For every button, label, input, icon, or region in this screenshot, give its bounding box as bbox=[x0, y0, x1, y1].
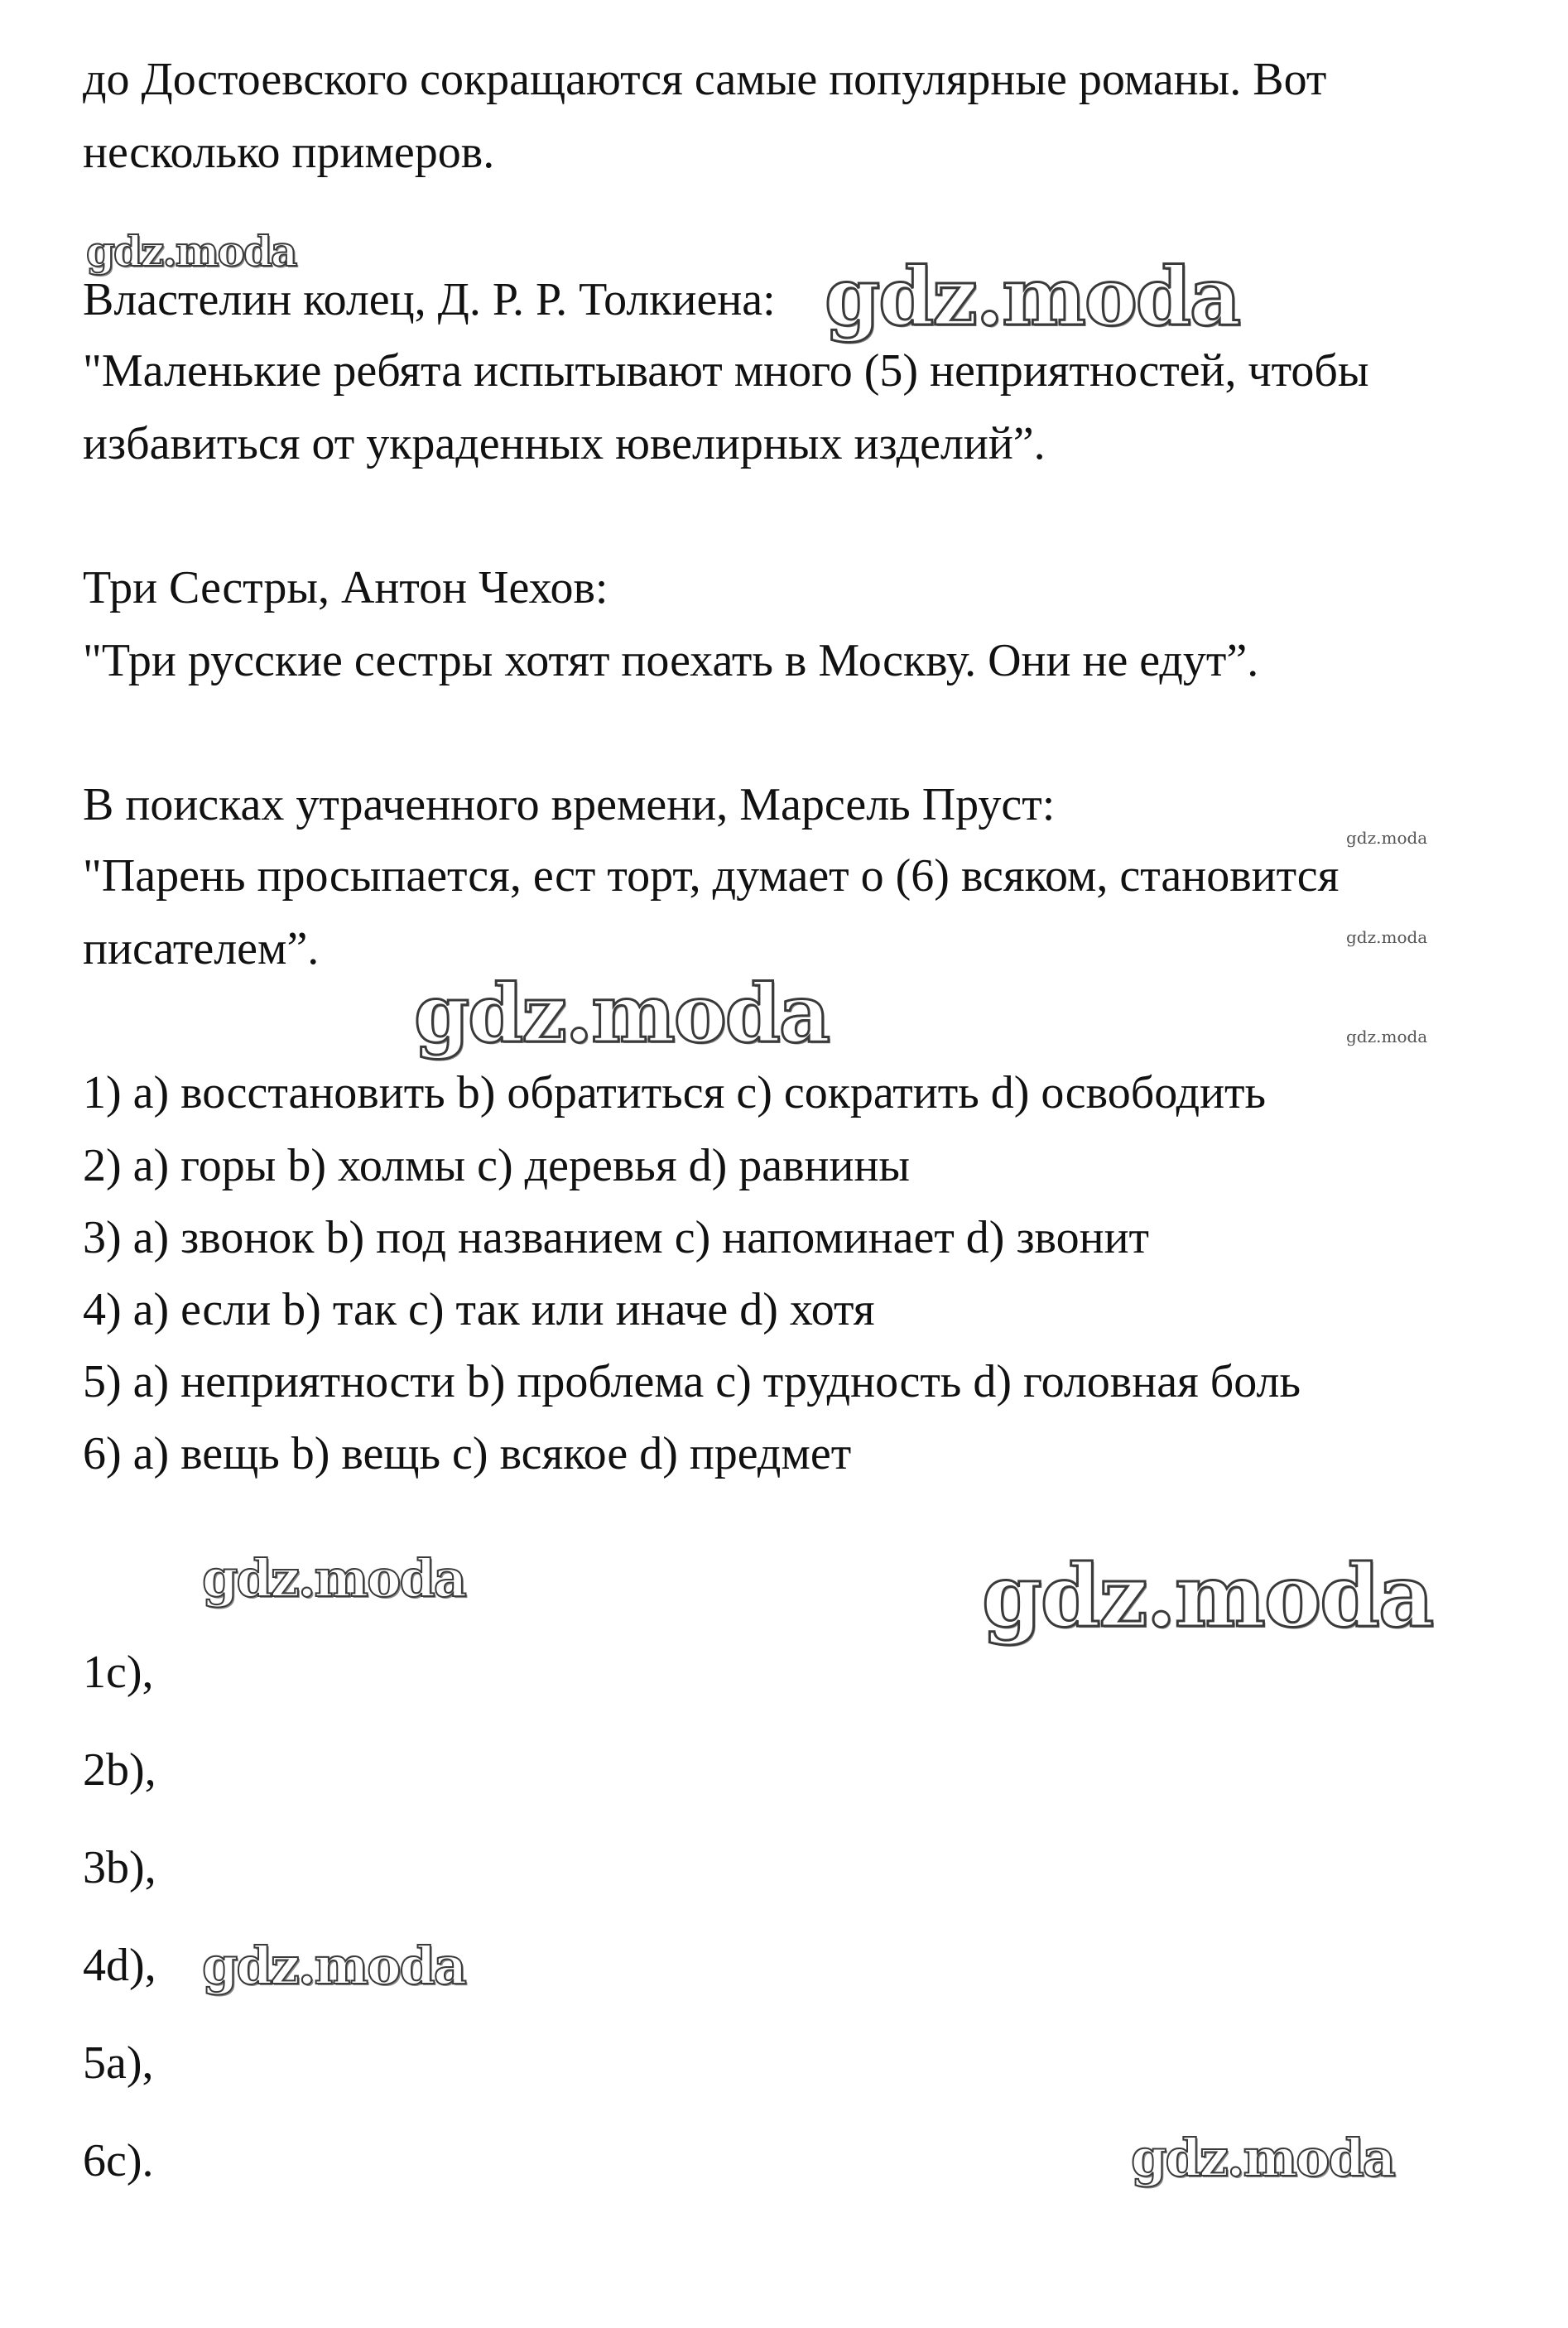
watermark-logo: gdz.moda bbox=[414, 967, 830, 1061]
option-line-3: 3) a) звонок b) под названием c) напоминает d) звонит bbox=[83, 1212, 1150, 1263]
sisters-quote: "Три русские сестры хотят поехать в Москву. Они не едут”. bbox=[83, 635, 1259, 686]
answer-4: 4d), bbox=[83, 1940, 156, 1991]
answer-5: 5a), bbox=[83, 2037, 154, 2089]
option-line-5: 5) a) неприятности b) проблема c) трудность d) головная боль bbox=[83, 1356, 1301, 1407]
answer-2: 2b), bbox=[83, 1744, 156, 1796]
watermark-logo: gdz.moda bbox=[202, 1936, 465, 1996]
sisters-heading: Три Сестры, Антон Чехов: bbox=[83, 562, 608, 613]
option-line-4: 4) a) если b) так c) так или иначе d) хотя bbox=[83, 1284, 875, 1335]
option-line-6: 6) a) вещь b) вещь c) всякое d) предмет bbox=[83, 1428, 852, 1479]
intro-line-2: несколько примеров. bbox=[83, 127, 495, 178]
answer-1: 1c), bbox=[83, 1647, 154, 1698]
proust-heading: В поисках утраченного времени, Марсель Пруст: bbox=[83, 779, 1056, 830]
watermark-logo: gdz.moda bbox=[86, 227, 296, 276]
watermark-logo: gdz.moda bbox=[1131, 2128, 1394, 2188]
watermark-logo: gdz.moda bbox=[825, 250, 1240, 344]
lotr-quote-line-2: избавиться от украденных ювелирных изделий”. bbox=[83, 418, 1046, 469]
answer-6: 6c). bbox=[83, 2135, 154, 2186]
intro-line-1: до Достоевского сокращаются самые популярные романы. Вот bbox=[83, 54, 1327, 105]
watermark-logo: gdz.moda bbox=[202, 1548, 465, 1609]
option-line-1: 1) a) восстановить b) обратиться c) сократить d) освободить bbox=[83, 1067, 1267, 1118]
watermark-logo: gdz.moda bbox=[1346, 1027, 1428, 1046]
lotr-quote-line-1: "Маленькие ребята испытывают много (5) неприятностей, чтобы bbox=[83, 345, 1369, 397]
lotr-heading: Властелин колец, Д. Р. Р. Толкиена: bbox=[83, 274, 776, 325]
watermark-logo: gdz.moda bbox=[982, 1545, 1433, 1647]
watermark-logo: gdz.moda bbox=[1346, 927, 1428, 947]
answer-3: 3b), bbox=[83, 1842, 156, 1893]
proust-quote-line-1: "Парень просыпается, ест торт, думает о (6) всяком, становится bbox=[83, 850, 1340, 902]
proust-quote-line-2: писателем”. bbox=[83, 923, 320, 974]
watermark-logo: gdz.moda bbox=[1346, 828, 1428, 848]
option-line-2: 2) a) горы b) холмы c) деревья d) равнины bbox=[83, 1140, 911, 1191]
